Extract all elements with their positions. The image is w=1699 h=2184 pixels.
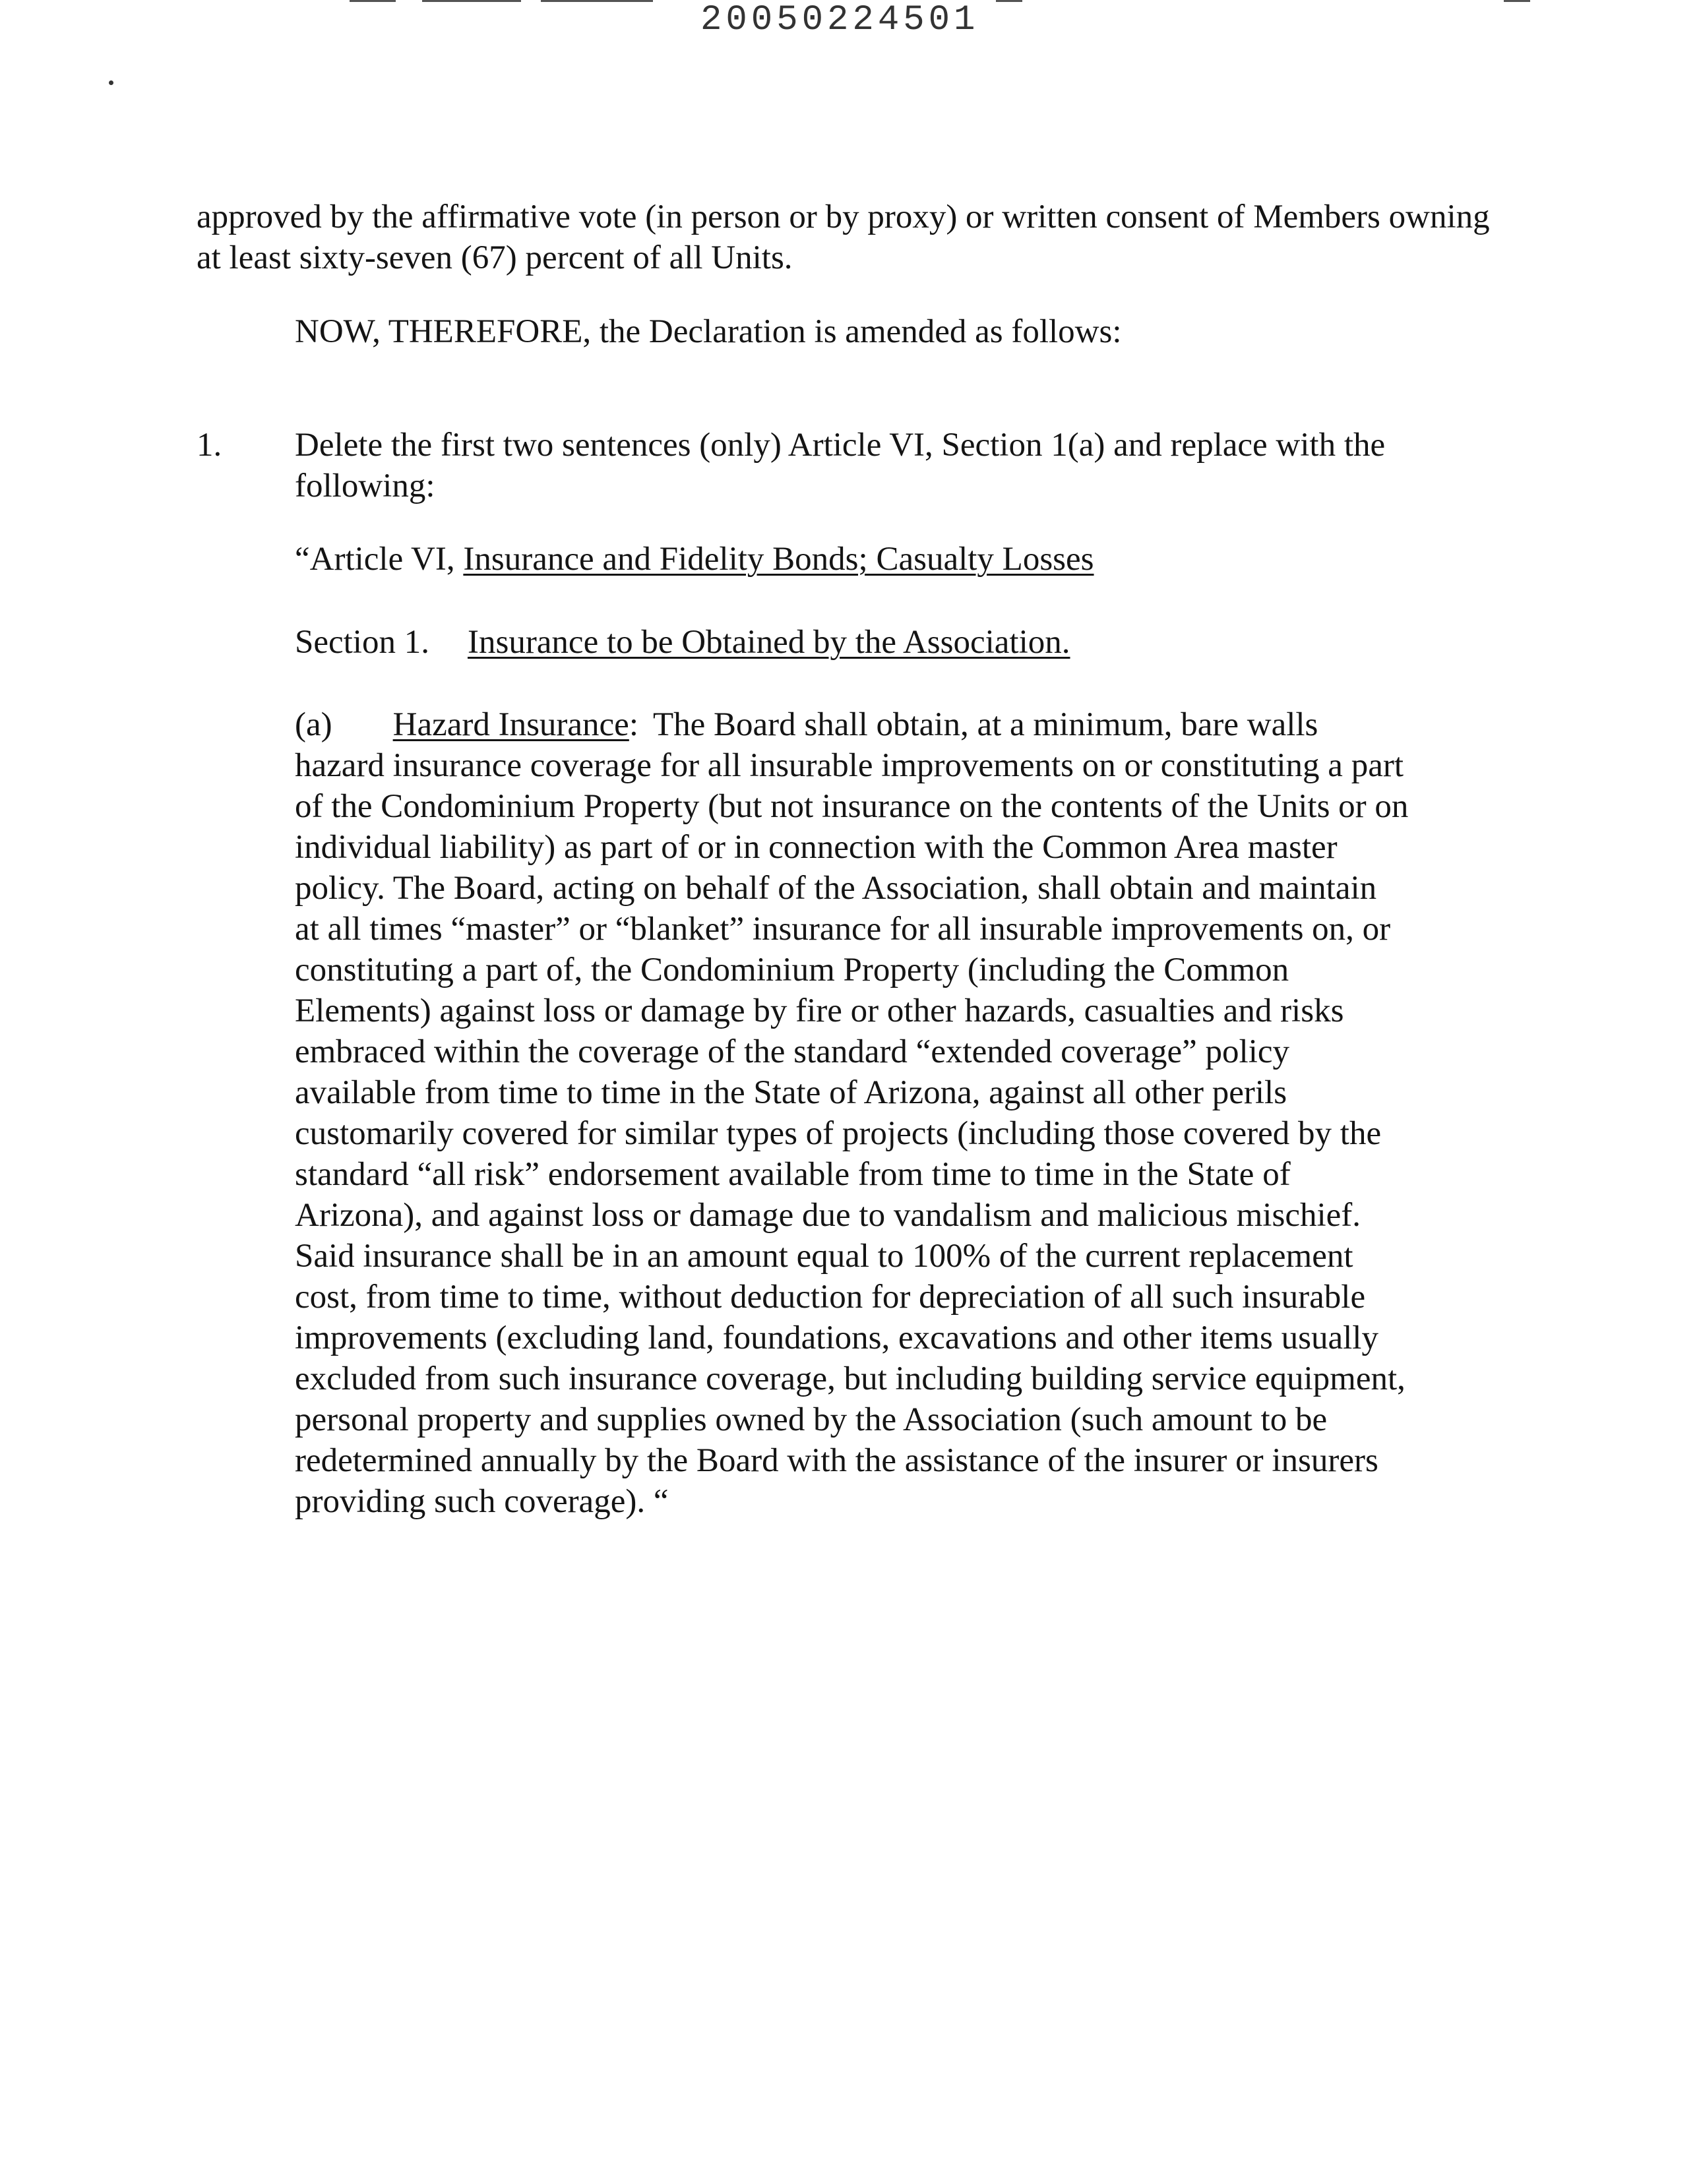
- scan-rule: [1504, 0, 1530, 2]
- scan-dot: [109, 80, 113, 85]
- paragraph-a-line: individual liability) as part of or in connection with the Common Area master: [295, 829, 1338, 866]
- paragraph-a-line: Elements) against loss or damage by fire or other hazards, casualties and risks: [295, 992, 1344, 1029]
- paragraph-a-line: cost, from time to time, without deduction for depreciation of all such insurable: [295, 1279, 1366, 1316]
- scan-rule: [350, 0, 396, 2]
- section-label: Section 1.: [295, 624, 429, 661]
- paragraph-a-line: at all times “master” or “blanket” insurance for all insurable improvements on, or: [295, 911, 1391, 948]
- paragraph-a-marker: (a): [295, 706, 332, 743]
- paragraph-a-line: hazard insurance coverage for all insurable improvements on or constituting a part: [295, 747, 1404, 784]
- paragraph-a-line: standard “all risk” endorsement available from time to time in the State of: [295, 1156, 1291, 1193]
- paragraph-a-line: redetermined annually by the Board with the assistance of the insurer or insurers: [295, 1442, 1378, 1479]
- scan-rule: [996, 0, 1022, 2]
- intro-paragraph: [197, 197, 1490, 278]
- scan-rule: [422, 0, 521, 2]
- section-heading: [295, 622, 1070, 663]
- paragraph-a-line: policy. The Board, acting on behalf of the Association, shall obtain and maintain: [295, 870, 1377, 907]
- intro-line: at least sixty-seven (67) percent of all Units.: [197, 239, 793, 276]
- article-heading: [295, 539, 1094, 580]
- paragraph-a-line: providing such coverage). “: [295, 1483, 669, 1520]
- paragraph-a-line: embraced within the coverage of the standard “extended coverage” policy: [295, 1033, 1290, 1070]
- article-title: Insurance and Fidelity Bonds; Casualty Losses: [463, 541, 1094, 578]
- intro-line: approved by the affirmative vote (in person or by proxy) or written consent of Members owning: [197, 198, 1490, 235]
- section-title: Insurance to be Obtained by the Association.: [467, 624, 1070, 661]
- paragraph-a-line: Said insurance shall be in an amount equal to 100% of the current replacement: [295, 1238, 1353, 1275]
- item-1-line: following:: [295, 468, 435, 504]
- paragraph-a-line: improvements (excluding land, foundations, excavations and other items usually: [295, 1320, 1378, 1356]
- item-number: 1.: [197, 427, 222, 464]
- paragraph-a-first-line: [295, 704, 1408, 745]
- scan-rule: [541, 0, 653, 2]
- now-therefore-clause: NOW, THEREFORE, the Declaration is amended as follows:: [295, 313, 1122, 350]
- recording-number: 20050224501: [700, 0, 979, 40]
- article-prefix: “Article VI,: [295, 541, 464, 578]
- paragraph-a-first-line-rest: The Board shall obtain, at a minimum, bare walls: [652, 706, 1318, 743]
- item-1-line: Delete the first two sentences (only) Article VI, Section 1(a) and replace with the: [295, 427, 1386, 464]
- paragraph-a: [295, 704, 1408, 1522]
- paragraph-a-line: Arizona), and against loss or damage due to vandalism and malicious mischief.: [295, 1197, 1361, 1234]
- paragraph-a-line: customarily covered for similar types of projects (including those covered by the: [295, 1115, 1382, 1152]
- paragraph-a-line: of the Condominium Property (but not insurance on the contents of the Units or on: [295, 788, 1409, 825]
- paragraph-a-line: available from time to time in the State of Arizona, against all other perils: [295, 1074, 1287, 1111]
- paragraph-a-line: constituting a part of, the Condominium Property (including the Common: [295, 952, 1289, 988]
- paragraph-a-line: personal property and supplies owned by the Association (such amount to be: [295, 1401, 1328, 1438]
- paragraph-a-line: excluded from such insurance coverage, but including building service equipment,: [295, 1360, 1406, 1397]
- paragraph-a-heading-colon: :: [629, 706, 638, 743]
- paragraph-a-heading: Hazard Insurance: [392, 706, 629, 743]
- item-1-text: [295, 425, 1385, 506]
